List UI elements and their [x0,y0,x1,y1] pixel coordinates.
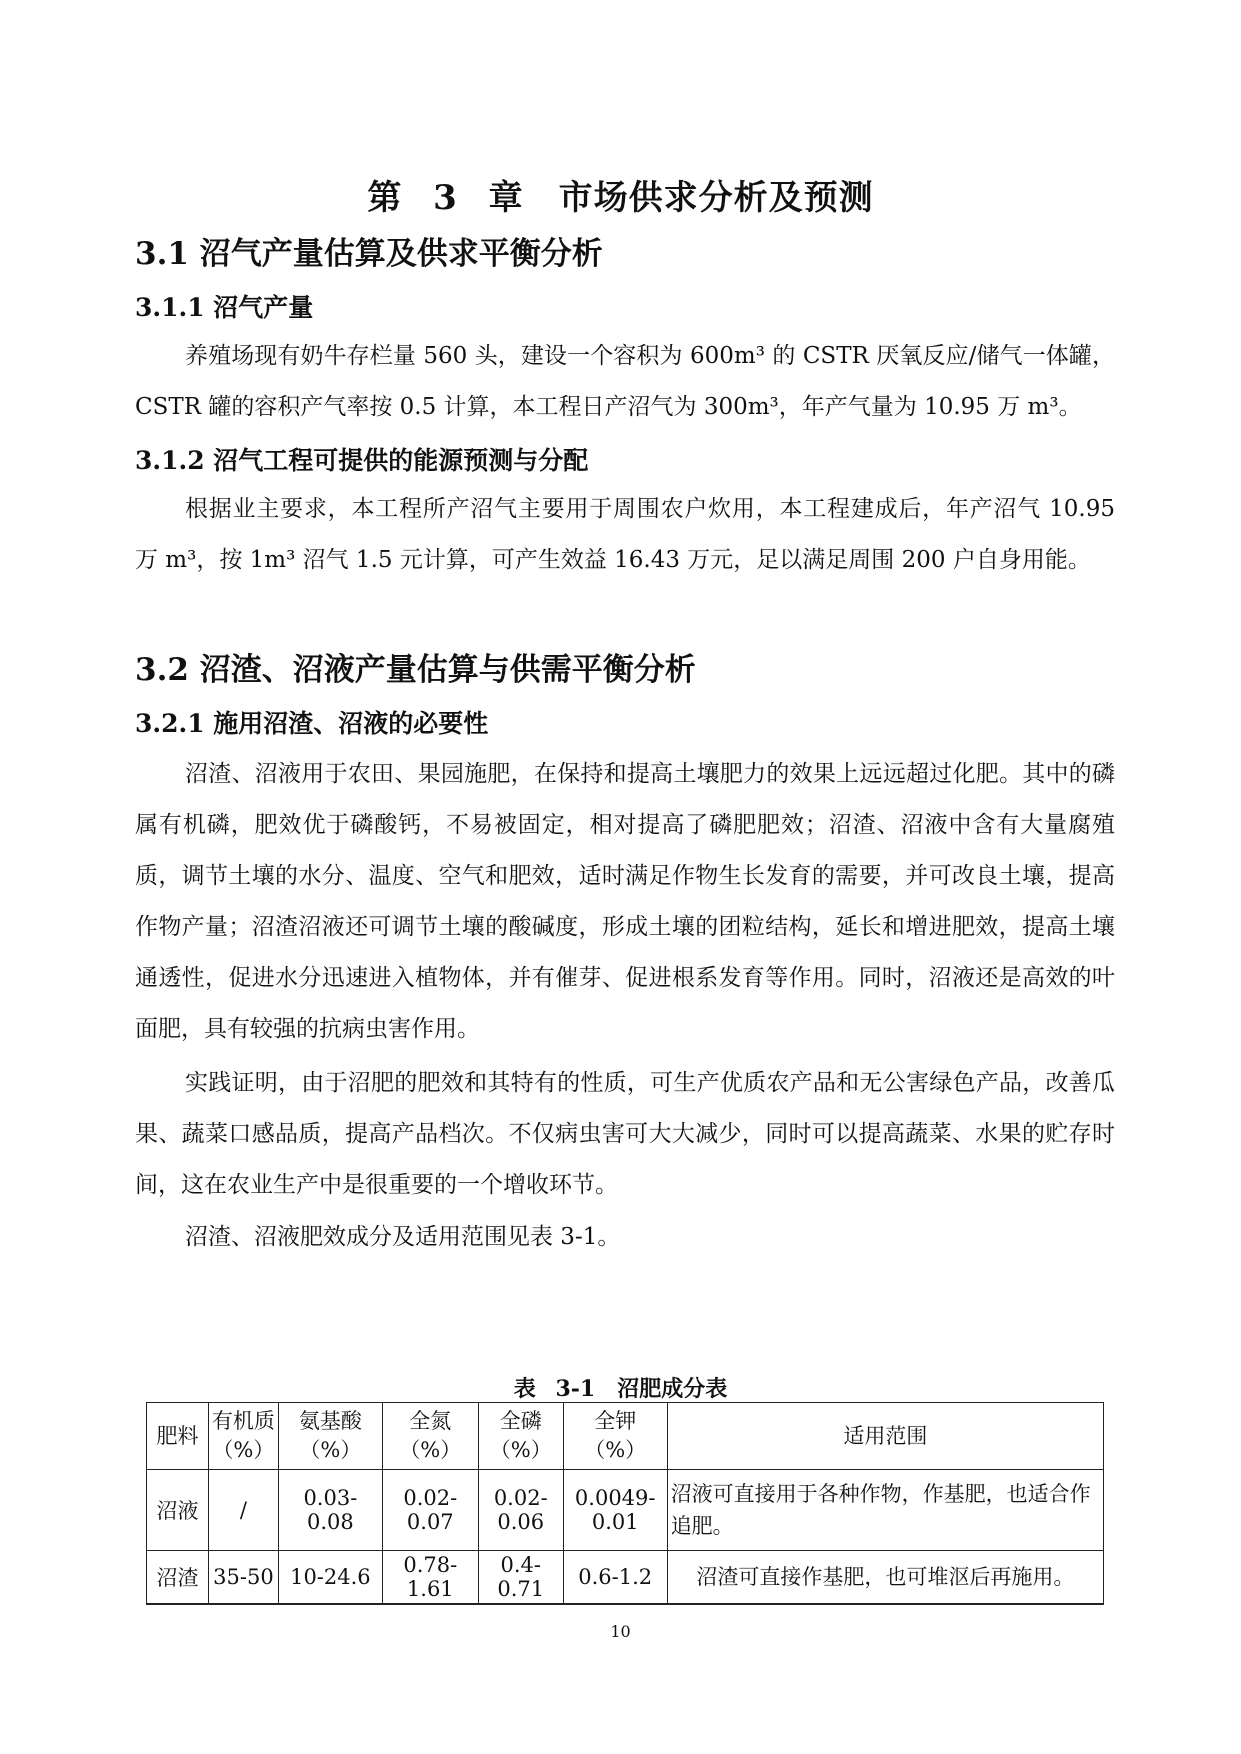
header-potassium-label: 全钾 [594,1409,637,1433]
header-amino-acid [278,1403,382,1470]
header-organic-unit: （%） [212,1438,275,1462]
cell-fertilizer: 沼渣 [147,1551,209,1605]
cell-nitrogen: 0.02-0.07 [382,1470,478,1551]
chapter-title: 第 3 章 市场供求分析及预测 [367,178,874,218]
header-application-scope: 适用范围 [667,1403,1103,1470]
cell-amino: 10-24.6 [278,1551,382,1605]
header-total-nitrogen [382,1403,478,1470]
table-row [147,1470,1104,1551]
cell-potassium: 0.6-1.2 [563,1551,667,1605]
cell-amino: 0.03-0.08 [278,1470,382,1551]
page-number: 10 [610,1622,631,1641]
table-header-row [147,1403,1104,1470]
header-nitrogen-unit: （%） [399,1438,462,1462]
cell-organic: / [208,1470,278,1551]
header-organic-matter [208,1403,278,1470]
table-row [147,1551,1104,1605]
section-heading-3-2: 3.2 沼渣、沼液产量估算与供需平衡分析 [135,652,696,688]
cell-potassium: 0.0049-0.01 [563,1470,667,1551]
header-nitrogen-label: 全氮 [409,1409,452,1433]
header-total-potassium [563,1403,667,1470]
header-fertilizer: 肥料 [147,1403,209,1470]
cell-nitrogen: 0.78-1.61 [382,1551,478,1605]
cell-phosphorus: 0.4-0.71 [478,1551,563,1605]
header-amino-label: 氨基酸 [298,1409,362,1433]
header-total-phosphorus [478,1403,563,1470]
subsection-heading-3-2-1: 3.2.1 施用沼渣、沼液的必要性 [135,709,489,738]
header-phosphorus-label: 全磷 [499,1409,542,1433]
cell-organic: 35-50 [208,1551,278,1605]
paragraph-table-reference: 沼渣、沼液肥效成分及适用范围见表 3-1。 [185,1224,621,1250]
paragraph-practice: 实践证明，由于沼肥的肥效和其特有的性质，可生产优质农产品和无公害绿色产品，改善瓜果、蔬菜口感品质，提高产品档次。不仅病虫害可大大减少，同时可以提高蔬菜、水果的贮存时间，这在农业生产中是很重要的一个增收环节。 [135,1070,1115,1198]
section-heading-3-1: 3.1 沼气产量估算及供求平衡分析 [135,236,603,272]
cell-fertilizer: 沼液 [147,1470,209,1551]
subsection-heading-3-1-2: 3.1.2 沼气工程可提供的能源预测与分配 [135,446,589,475]
cell-scope: 沼液可直接用于各种作物，作基肥，也适合作追肥。 [667,1470,1103,1551]
fertilizer-composition-table [146,1402,1104,1605]
table-caption: 表 3-1 沼肥成分表 [513,1376,728,1402]
header-potassium-unit: （%） [584,1438,647,1462]
paragraph-energy-forecast: 根据业主要求，本工程所产沼气主要用于周围农户炊用，本工程建成后，年产沼气 10.95 万 m³，按 1m³ 沼气 1.5 元计算，可产生效益 16.43 万元，足以满足周围 200 户自身用能。 [135,496,1115,573]
paragraph-biogas-output: 养殖场现有奶牛存栏量 560 头，建设一个容积为 600m³ 的 CSTR 厌氧反应/储气一体罐，CSTR 罐的容积产气率按 0.5 计算，本工程日产沼气为 300m³，年产气量为 10.95 万 m³。 [135,343,1115,420]
subsection-heading-3-1-1: 3.1.1 沼气产量 [135,293,314,322]
header-phosphorus-unit: （%） [489,1438,552,1462]
cell-phosphorus: 0.02-0.06 [478,1470,563,1551]
paragraph-necessity: 沼渣、沼液用于农田、果园施肥，在保持和提高土壤肥力的效果上远远超过化肥。其中的磷属有机磷，肥效优于磷酸钙，不易被固定，相对提高了磷肥肥效；沼渣、沼液中含有大量腐殖质，调节土壤的水分、温度、空气和肥效，适时满足作物生长发育的需要，并可改良土壤，提高作物产量；沼渣沼液还可调节土壤的酸碱度，形成土壤的团粒结构，延长和增进肥效，提高土壤通透性，促进水分迅速进入植物体，并有催芽、促进根系发育等作用。同时，沼液还是高效的叶面肥，具有较强的抗病虫害作用。 [135,761,1115,1042]
header-amino-unit: （%） [299,1438,362,1462]
cell-scope: 沼渣可直接作基肥，也可堆沤后再施用。 [667,1551,1103,1605]
header-organic-label: 有机质 [211,1409,275,1433]
